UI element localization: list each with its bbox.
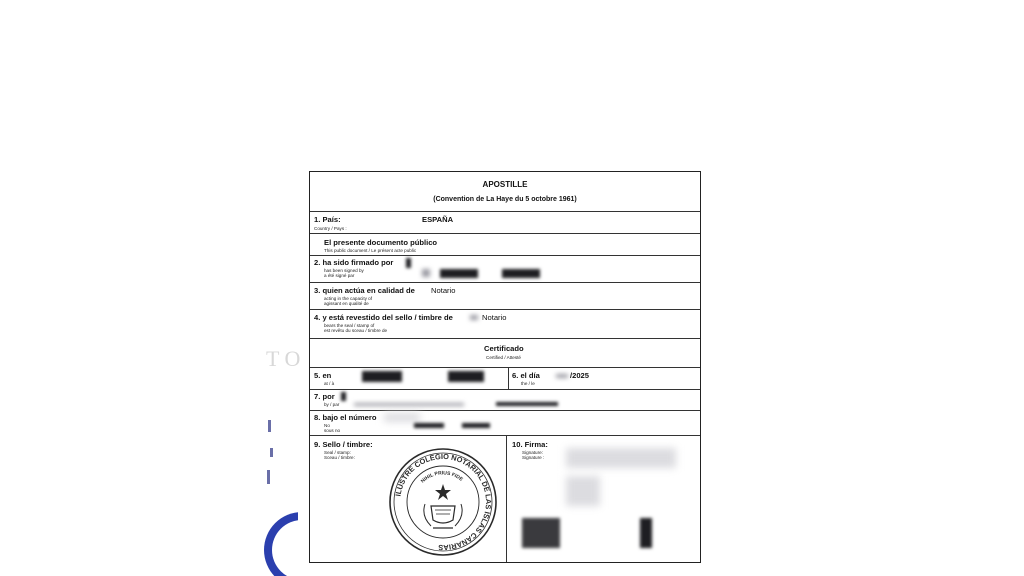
row-documento	[310, 234, 700, 256]
calidad-label: 3. quien actúa en calidad de	[314, 286, 415, 295]
sello-timbre-label: 4. y está revestido del sello / timbre de	[314, 313, 453, 322]
cell-divider	[508, 368, 509, 389]
redaction-block	[566, 476, 600, 506]
numero-sub1: No	[324, 423, 330, 428]
redaction-block	[440, 269, 478, 278]
seal-motto: NIHIL PRIUS FIDE	[419, 470, 464, 485]
redaction-block	[422, 269, 430, 277]
por-sub: by / par	[324, 402, 340, 407]
redaction-block	[362, 371, 402, 382]
firma-sub2: Signature :	[522, 455, 545, 460]
firmado-sub1: has been signed by	[324, 268, 364, 273]
redaction-block	[640, 518, 652, 548]
redaction-block	[406, 258, 411, 268]
seal-ring-text: ILUSTRE COLEGIO NOTARIAL DE LAS ISLAS CANARIAS	[393, 451, 494, 553]
document-title: APOSTILLE	[482, 180, 528, 189]
certificado-label: Certificado	[484, 344, 524, 353]
header-row	[310, 172, 700, 212]
notarial-seal	[387, 446, 499, 558]
redaction-block	[566, 448, 676, 468]
row-certificado	[310, 339, 700, 368]
row-firmado	[310, 256, 700, 283]
sello-sub1: Seal / stamp:	[324, 450, 351, 455]
redaction-block	[502, 269, 540, 278]
en-label: 5. en	[314, 371, 332, 380]
redaction-block	[448, 371, 484, 382]
dia-label: 6. el día	[512, 371, 540, 380]
redaction-block	[414, 423, 444, 428]
certificado-sub: Certified / Attesté	[486, 355, 521, 360]
pais-value: ESPAÑA	[422, 215, 454, 224]
sello-sub2: Sceau / timbre:	[324, 455, 355, 460]
row-sello-firma	[310, 436, 700, 562]
redaction-block	[470, 315, 478, 320]
numero-sub2: sous no	[324, 428, 341, 433]
row-sello-timbre	[310, 310, 700, 339]
firmado-label: 2. ha sido firmado por	[314, 258, 394, 267]
calidad-sub2: agissant en qualité de	[324, 301, 369, 306]
pais-label: 1. País:	[314, 215, 341, 224]
sello-timbre-value: Notario	[482, 313, 507, 322]
redaction-block	[462, 423, 490, 428]
scan-edge-stamp-icon	[262, 400, 298, 576]
documento-label: El presente documento público	[324, 238, 438, 247]
apostille-document	[309, 171, 701, 563]
sello-timbre-sub1: bears the seal / stamp of	[324, 323, 375, 328]
row-por	[310, 390, 700, 411]
firmado-sub2: a été signé par	[324, 273, 355, 278]
redaction-block	[496, 402, 558, 406]
numero-label: 8. bajo el número	[314, 413, 377, 422]
row-pais	[310, 212, 700, 234]
sello-label: 9. Sello / timbre:	[314, 440, 373, 449]
documento-sub: This public document / Le présent acte public	[324, 248, 417, 253]
seal-emblem-icon	[424, 484, 462, 528]
dia-sub: the / le	[521, 381, 535, 386]
firma-sub1: Signature:	[522, 450, 543, 455]
sello-timbre-sub2: est revêtu du sceau / timbre de	[324, 328, 388, 333]
redaction-block	[556, 374, 568, 378]
redaction-block	[341, 392, 346, 401]
faint-scan-artifact: T O	[266, 346, 301, 371]
en-sub: at / à	[324, 381, 335, 386]
calidad-sub1: acting in the capacity of	[324, 296, 373, 301]
pais-sub: Country / Pays :	[314, 226, 347, 231]
firma-label: 10. Firma:	[512, 440, 548, 449]
row-en-dia	[310, 368, 700, 390]
redaction-block	[522, 518, 560, 548]
cell-divider	[506, 436, 507, 562]
row-numero	[310, 411, 700, 436]
calidad-value: Notario	[431, 286, 456, 295]
redaction-block	[384, 413, 420, 422]
redaction-block	[354, 403, 464, 406]
convention-line: (Convention de La Haye du 5 octobre 1961)	[433, 196, 577, 203]
row-calidad	[310, 283, 700, 310]
dia-value: /2025	[570, 371, 590, 380]
por-label: 7. por	[314, 392, 335, 401]
